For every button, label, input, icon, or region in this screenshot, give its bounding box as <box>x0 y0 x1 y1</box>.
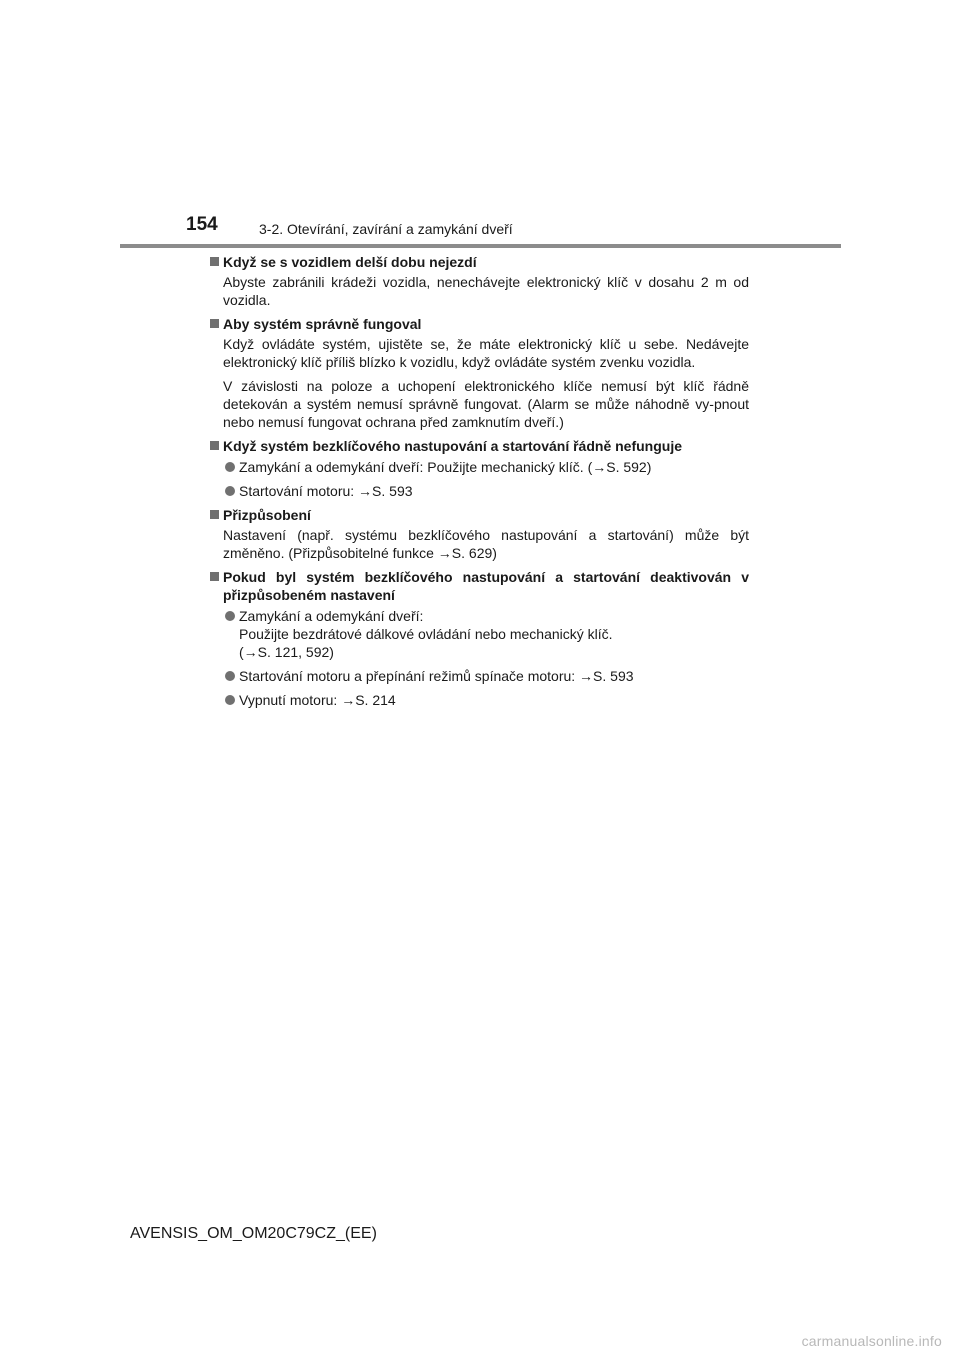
section-paragraph: Abyste zabránili krádeži vozidla, nenechávejte elektronický klíč v dosahu 2 m od vozidla. <box>223 274 749 308</box>
square-bullet-icon <box>210 319 219 328</box>
section-heading-text: Když se s vozidlem delší dobu nejezdí <box>223 254 477 270</box>
bullet-item <box>209 607 749 661</box>
section-heading-text: Aby systém správně fungoval <box>223 316 422 332</box>
square-bullet-icon <box>210 441 219 450</box>
watermark: carmanualsonline.info <box>801 1333 942 1349</box>
square-bullet-icon <box>210 510 219 519</box>
bullet-item <box>209 667 749 685</box>
section-heading <box>209 253 749 271</box>
page-number: 154 <box>186 214 218 235</box>
section-heading-text: Pokud byl systém bezklíčového nastupování a startování deaktivován v přizpůsobeném nastavení <box>223 569 749 603</box>
note-section <box>209 568 749 709</box>
section-heading <box>209 437 749 455</box>
section-paragraph: V závislosti na poloze a uchopení elektronického klíče nemusí být klíč řádně detekován a systém nemusí správně fungovat. (Alarm se může náhodně vy-pnout nebo nemusí fungovat ochrana před zamknutím dveří.) <box>223 378 749 430</box>
bullet-text: Startování motoru a přepínání režimů spínače motoru: →S. 593 <box>239 668 634 684</box>
section-heading <box>209 315 749 333</box>
note-section <box>209 253 749 309</box>
section-heading <box>209 568 749 604</box>
round-bullet-icon <box>225 611 235 621</box>
bullet-text: Zamykání a odemykání dveří: Použijte bezdrátové dálkové ovládání nebo mechanický klíč. (→S. 121, 592) <box>239 608 613 660</box>
section-title: 3-2. Otevírání, zavírání a zamykání dveří <box>259 221 513 237</box>
header-rule <box>120 244 841 248</box>
square-bullet-icon <box>210 572 219 581</box>
round-bullet-icon <box>225 486 235 496</box>
section-paragraph: Když ovládáte systém, ujistěte se, že máte elektronický klíč u sebe. Nedávejte elektronický klíč příliš blízko k vozidlu, když ovládáte systém zvenku vozidla. <box>223 336 749 370</box>
footer-document-code: AVENSIS_OM_OM20C79CZ_(EE) <box>130 1225 377 1242</box>
round-bullet-icon <box>225 671 235 681</box>
round-bullet-icon <box>225 695 235 705</box>
section-heading-text: Přizpůsobení <box>223 507 311 523</box>
section-paragraph: Nastavení (např. systému bezklíčového nastupování a startování) může být změněno. (Přizpůsobitelné funkce →S. 629) <box>223 527 749 561</box>
bullet-item <box>209 691 749 709</box>
note-section <box>209 437 749 500</box>
round-bullet-icon <box>225 462 235 472</box>
section-heading <box>209 506 749 524</box>
note-section <box>209 315 749 431</box>
bullet-item <box>209 482 749 500</box>
bullet-text: Zamykání a odemykání dveří: Použijte mechanický klíč. (→S. 592) <box>239 459 652 475</box>
section-heading-text: Když systém bezklíčového nastupování a startování řádně nefunguje <box>223 438 683 454</box>
note-section <box>209 506 749 562</box>
bullet-text: Startování motoru: →S. 593 <box>239 483 413 499</box>
square-bullet-icon <box>210 257 219 266</box>
bullet-text: Vypnutí motoru: →S. 214 <box>239 692 396 708</box>
content-body <box>209 253 749 715</box>
bullet-item <box>209 458 749 476</box>
